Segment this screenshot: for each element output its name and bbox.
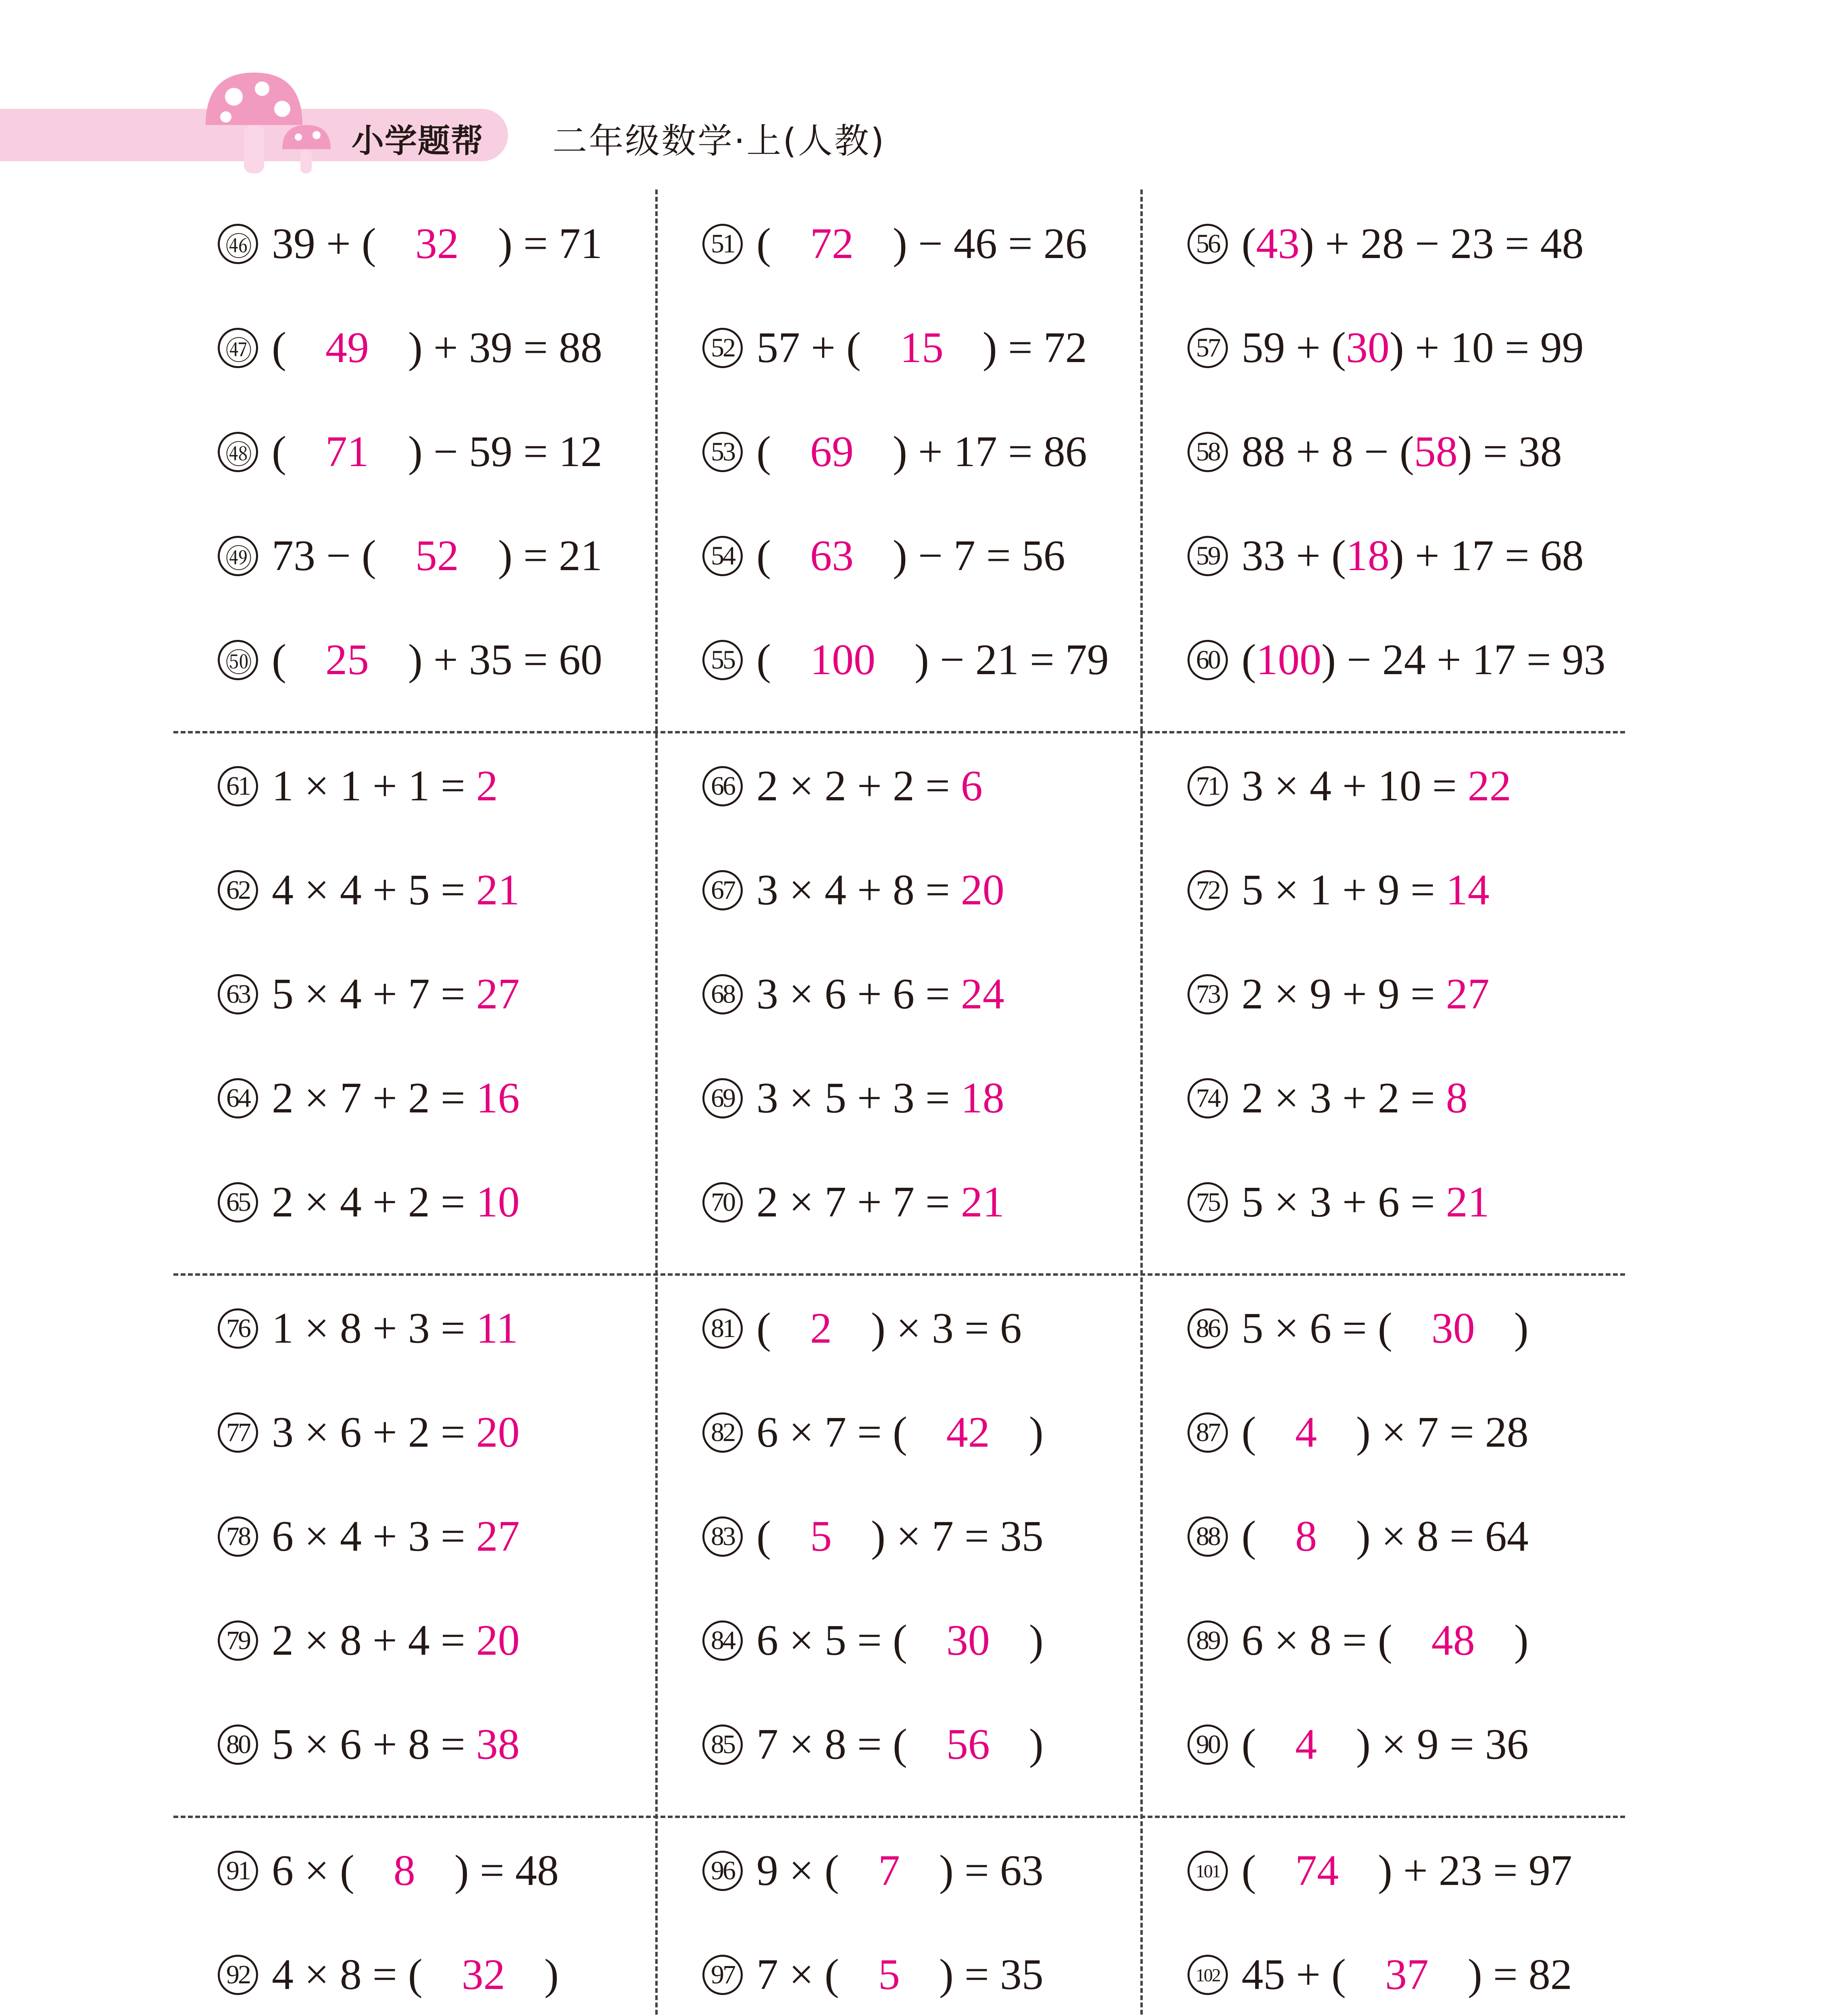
item-prefix: 9 × ( bbox=[756, 1847, 850, 1895]
item-suffix: ) + 17 = 68 bbox=[1389, 532, 1584, 580]
item-suffix: ) − 7 = 56 bbox=[881, 532, 1065, 580]
item-prefix: 5 × 3 + 6 = bbox=[1242, 1178, 1446, 1226]
item-answer: 18 bbox=[961, 1074, 1004, 1122]
item-suffix: ) − 24 + 17 = 93 bbox=[1321, 636, 1606, 684]
item-prefix: ( bbox=[1242, 1847, 1267, 1895]
item-answer: 32 bbox=[461, 1951, 505, 1999]
item-suffix: ) − 21 = 79 bbox=[903, 636, 1109, 684]
item-prefix: 4 × 4 + 5 = bbox=[272, 866, 476, 914]
item-prefix: 6 × 5 = ( bbox=[756, 1616, 918, 1664]
item-answer: 11 bbox=[476, 1304, 518, 1352]
item-prefix: ( bbox=[1242, 1720, 1267, 1768]
item-answer: 16 bbox=[476, 1074, 520, 1122]
item-number: 73 bbox=[1188, 974, 1228, 1014]
item-prefix: 3 × 6 + 2 = bbox=[272, 1408, 476, 1456]
item-answer: 72 bbox=[810, 220, 854, 268]
item-suffix: ) + 10 = 99 bbox=[1389, 324, 1584, 372]
exercise-item bbox=[1188, 1502, 1529, 1571]
item-prefix: 2 × 9 + 9 = bbox=[1242, 970, 1446, 1018]
section-divider bbox=[173, 1816, 1625, 1818]
item-number: 59 bbox=[1188, 536, 1228, 576]
exercise-item bbox=[702, 752, 983, 821]
item-answer: 21 bbox=[476, 866, 520, 914]
item-answer: 74 bbox=[1295, 1847, 1339, 1895]
item-suffix: ) × 8 = 64 bbox=[1345, 1512, 1529, 1560]
section-divider bbox=[173, 731, 1625, 733]
item-prefix: 39 + ( bbox=[272, 220, 387, 268]
item-answer: 20 bbox=[476, 1616, 520, 1664]
column-divider bbox=[655, 190, 658, 2016]
item-answer: 7 bbox=[878, 1847, 900, 1895]
item-answer: 20 bbox=[476, 1408, 520, 1456]
item-answer: 27 bbox=[476, 970, 520, 1018]
item-prefix: 6 × 4 + 3 = bbox=[272, 1512, 476, 1560]
item-prefix: 3 × 4 + 8 = bbox=[756, 866, 961, 914]
item-prefix: 57 + ( bbox=[756, 324, 872, 372]
mushroom-logo-icon bbox=[198, 65, 343, 185]
item-suffix: ) × 7 = 35 bbox=[860, 1512, 1044, 1560]
brand-name: 小学题帮 bbox=[352, 122, 484, 160]
exercise-item bbox=[218, 1710, 520, 1779]
item-answer: 27 bbox=[1446, 970, 1490, 1018]
item-number: 64 bbox=[218, 1078, 258, 1118]
item-answer: 71 bbox=[325, 428, 369, 476]
item-prefix: 7 × ( bbox=[756, 1951, 850, 1999]
item-answer: 2 bbox=[810, 1304, 832, 1352]
item-answer: 14 bbox=[1446, 866, 1490, 914]
item-suffix: ) × 7 = 28 bbox=[1345, 1408, 1529, 1456]
item-suffix: ) = 72 bbox=[971, 324, 1087, 372]
item-answer: 63 bbox=[810, 532, 854, 580]
item-suffix: ) = 38 bbox=[1457, 428, 1562, 476]
item-answer: 8 bbox=[393, 1847, 415, 1895]
exercise-item bbox=[702, 314, 1087, 382]
exercise-item bbox=[1188, 1941, 1572, 2009]
section-divider bbox=[173, 1273, 1625, 1276]
item-answer: 22 bbox=[1467, 762, 1511, 810]
item-answer: 37 bbox=[1385, 1951, 1429, 1999]
item-prefix: 6 × 7 = ( bbox=[756, 1408, 918, 1456]
exercise-item bbox=[218, 1064, 520, 1133]
item-number: 61 bbox=[218, 766, 258, 806]
item-prefix: 59 + ( bbox=[1242, 324, 1346, 372]
item-number: ㊻ bbox=[218, 224, 258, 264]
exercise-item bbox=[218, 752, 498, 821]
item-number: 52 bbox=[702, 328, 743, 368]
item-number: 72 bbox=[1188, 870, 1228, 910]
item-prefix: 6 × 8 = ( bbox=[1242, 1616, 1403, 1664]
exercise-item bbox=[1188, 314, 1584, 382]
item-prefix: 6 × ( bbox=[272, 1847, 365, 1895]
item-number: 69 bbox=[702, 1078, 743, 1118]
item-prefix: 2 × 4 + 2 = bbox=[272, 1178, 476, 1226]
item-answer: 30 bbox=[946, 1616, 990, 1664]
exercise-item bbox=[1188, 856, 1490, 925]
item-suffix: ) + 39 = 88 bbox=[397, 324, 602, 372]
item-prefix: 2 × 2 + 2 = bbox=[756, 762, 961, 810]
item-number: 76 bbox=[218, 1308, 258, 1349]
item-answer: 100 bbox=[1256, 636, 1321, 684]
item-number: 83 bbox=[702, 1516, 743, 1557]
exercise-item bbox=[702, 418, 1087, 486]
item-number: 62 bbox=[218, 870, 258, 910]
exercise-item bbox=[702, 1502, 1044, 1571]
item-prefix: 5 × 4 + 7 = bbox=[272, 970, 476, 1018]
exercise-item bbox=[218, 314, 602, 382]
item-prefix: ( bbox=[756, 428, 782, 476]
item-prefix: ( bbox=[1242, 1408, 1267, 1456]
exercise-item bbox=[1188, 210, 1584, 278]
item-answer: 27 bbox=[476, 1512, 520, 1560]
item-answer: 6 bbox=[961, 762, 983, 810]
exercise-item bbox=[1188, 1294, 1529, 1363]
item-number: 97 bbox=[702, 1955, 743, 1995]
exercise-item bbox=[702, 1064, 1004, 1133]
item-suffix: ) + 23 = 97 bbox=[1367, 1847, 1572, 1895]
item-number: ㊼ bbox=[218, 328, 258, 368]
item-number: 80 bbox=[218, 1724, 258, 1765]
item-number: 81 bbox=[702, 1308, 743, 1349]
exercise-item bbox=[218, 856, 520, 925]
exercise-item bbox=[218, 960, 520, 1029]
exercise-item bbox=[1188, 960, 1490, 1029]
item-number: ㊿ bbox=[218, 640, 258, 680]
item-prefix: 5 × 1 + 9 = bbox=[1242, 866, 1446, 914]
item-answer: 49 bbox=[325, 324, 369, 372]
item-number: 60 bbox=[1188, 640, 1228, 680]
exercise-item bbox=[1188, 1837, 1572, 1905]
item-suffix: ) = 63 bbox=[928, 1847, 1044, 1895]
exercise-item bbox=[1188, 626, 1606, 694]
exercise-item bbox=[702, 856, 1004, 925]
exercise-item bbox=[702, 1837, 1044, 1905]
exercise-item bbox=[218, 1398, 520, 1467]
item-prefix: 88 + 8 − ( bbox=[1242, 428, 1414, 476]
item-number: 78 bbox=[218, 1516, 258, 1557]
item-prefix: ( bbox=[756, 1512, 782, 1560]
item-number: 90 bbox=[1188, 1724, 1228, 1765]
exercise-item bbox=[218, 1294, 518, 1363]
exercise-item bbox=[702, 1941, 1044, 2009]
item-prefix: 73 − ( bbox=[272, 532, 387, 580]
item-number: 54 bbox=[702, 536, 743, 576]
exercise-item bbox=[702, 1398, 1044, 1467]
item-number: 65 bbox=[218, 1182, 258, 1223]
item-answer: 48 bbox=[1431, 1616, 1475, 1664]
exercise-item bbox=[702, 1710, 1044, 1779]
item-suffix: ) = 82 bbox=[1456, 1951, 1572, 1999]
exercise-item bbox=[218, 1502, 520, 1571]
item-prefix: ( bbox=[272, 636, 297, 684]
item-suffix: ) = 48 bbox=[443, 1847, 559, 1895]
item-prefix: 1 × 8 + 3 = bbox=[272, 1304, 476, 1352]
item-prefix: 2 × 7 + 7 = bbox=[756, 1178, 961, 1226]
item-suffix: ) + 28 − 23 = 48 bbox=[1299, 220, 1584, 268]
item-suffix: ) = 21 bbox=[487, 532, 602, 580]
item-number: 67 bbox=[702, 870, 743, 910]
item-number: 56 bbox=[1188, 224, 1228, 264]
item-answer: 10 bbox=[476, 1178, 520, 1226]
exercise-item bbox=[218, 1837, 559, 1905]
item-prefix: ( bbox=[756, 1304, 782, 1352]
item-number: 57 bbox=[1188, 328, 1228, 368]
item-prefix: 5 × 6 + 8 = bbox=[272, 1720, 476, 1768]
exercise-item bbox=[1188, 522, 1584, 590]
item-answer: 56 bbox=[946, 1720, 990, 1768]
item-answer: 8 bbox=[1295, 1512, 1317, 1560]
exercise-item bbox=[702, 210, 1087, 278]
item-suffix: ) bbox=[1503, 1616, 1529, 1664]
item-number: 89 bbox=[1188, 1620, 1228, 1661]
exercise-item bbox=[218, 210, 602, 278]
item-answer: 43 bbox=[1256, 220, 1300, 268]
item-number: 58 bbox=[1188, 432, 1228, 472]
item-suffix: ) bbox=[1018, 1616, 1044, 1664]
item-answer: 30 bbox=[1431, 1304, 1475, 1352]
item-number: 68 bbox=[702, 974, 743, 1014]
item-answer: 2 bbox=[476, 762, 498, 810]
item-number: 101 bbox=[1188, 1851, 1228, 1891]
item-prefix: 5 × 6 = ( bbox=[1242, 1304, 1403, 1352]
item-prefix: 7 × 8 = ( bbox=[756, 1720, 918, 1768]
exercise-item bbox=[702, 960, 1004, 1029]
item-number: 86 bbox=[1188, 1308, 1228, 1349]
item-number: 92 bbox=[218, 1955, 258, 1995]
item-number: 91 bbox=[218, 1851, 258, 1891]
item-suffix: ) × 9 = 36 bbox=[1345, 1720, 1529, 1768]
item-answer: 20 bbox=[961, 866, 1004, 914]
exercise-item bbox=[702, 1606, 1044, 1675]
item-number: 71 bbox=[1188, 766, 1228, 806]
item-prefix: 3 × 6 + 6 = bbox=[756, 970, 961, 1018]
item-number: 102 bbox=[1188, 1955, 1228, 1995]
item-prefix: 2 × 7 + 2 = bbox=[272, 1074, 476, 1122]
item-suffix: ) − 59 = 12 bbox=[397, 428, 602, 476]
item-number: 84 bbox=[702, 1620, 743, 1661]
item-prefix: ( bbox=[1242, 636, 1256, 684]
item-answer: 4 bbox=[1295, 1408, 1317, 1456]
item-prefix: ( bbox=[1242, 1512, 1267, 1560]
exercise-item bbox=[1188, 1606, 1529, 1675]
item-suffix: ) bbox=[533, 1951, 559, 1999]
item-prefix: ( bbox=[272, 324, 297, 372]
item-suffix: ) + 17 = 86 bbox=[881, 428, 1087, 476]
item-suffix: ) − 46 = 26 bbox=[881, 220, 1087, 268]
exercise-item bbox=[1188, 418, 1562, 486]
item-number: 88 bbox=[1188, 1516, 1228, 1557]
item-number: 79 bbox=[218, 1620, 258, 1661]
exercise-item bbox=[702, 522, 1065, 590]
item-number: ㊽ bbox=[218, 432, 258, 472]
exercise-item bbox=[702, 1168, 1004, 1237]
item-answer: 21 bbox=[1446, 1178, 1490, 1226]
exercise-item bbox=[1188, 1398, 1529, 1467]
item-number: 55 bbox=[702, 640, 743, 680]
item-prefix: 1 × 1 + 1 = bbox=[272, 762, 476, 810]
exercise-item bbox=[1188, 1710, 1529, 1779]
item-prefix: 3 × 5 + 3 = bbox=[756, 1074, 961, 1122]
item-prefix: ( bbox=[756, 532, 782, 580]
item-prefix: ( bbox=[272, 428, 297, 476]
item-number: 85 bbox=[702, 1724, 743, 1765]
item-suffix: ) bbox=[1018, 1408, 1044, 1456]
column-divider bbox=[1140, 190, 1143, 2016]
item-number: 77 bbox=[218, 1412, 258, 1453]
item-prefix: 2 × 8 + 4 = bbox=[272, 1616, 476, 1664]
exercise-item bbox=[702, 1294, 1022, 1363]
item-answer: 30 bbox=[1346, 324, 1390, 372]
item-prefix: 2 × 3 + 2 = bbox=[1242, 1074, 1446, 1122]
item-answer: 52 bbox=[415, 532, 459, 580]
item-number: ㊾ bbox=[218, 536, 258, 576]
item-prefix: 45 + ( bbox=[1242, 1951, 1357, 1999]
item-answer: 24 bbox=[961, 970, 1004, 1018]
item-number: 51 bbox=[702, 224, 743, 264]
item-answer: 5 bbox=[810, 1512, 832, 1560]
item-answer: 15 bbox=[900, 324, 944, 372]
item-suffix: ) = 35 bbox=[928, 1951, 1044, 1999]
item-answer: 18 bbox=[1346, 532, 1390, 580]
item-answer: 25 bbox=[325, 636, 369, 684]
item-prefix: ( bbox=[756, 636, 782, 684]
item-number: 74 bbox=[1188, 1078, 1228, 1118]
exercise-item bbox=[218, 1941, 559, 2009]
item-number: 53 bbox=[702, 432, 743, 472]
book-title: 二年级数学·上(人教) bbox=[552, 121, 886, 161]
item-prefix: 4 × 8 = ( bbox=[272, 1951, 433, 1999]
item-suffix: ) bbox=[1018, 1720, 1044, 1768]
item-answer: 8 bbox=[1446, 1074, 1468, 1122]
exercise-item bbox=[218, 1606, 520, 1675]
item-answer: 4 bbox=[1295, 1720, 1317, 1768]
item-number: 82 bbox=[702, 1412, 743, 1453]
exercise-item bbox=[702, 626, 1109, 694]
item-number: 66 bbox=[702, 766, 743, 806]
item-prefix: ( bbox=[1242, 220, 1256, 268]
item-suffix: ) + 35 = 60 bbox=[397, 636, 602, 684]
item-answer: 21 bbox=[961, 1178, 1004, 1226]
item-prefix: 33 + ( bbox=[1242, 532, 1346, 580]
item-suffix: ) × 3 = 6 bbox=[860, 1304, 1022, 1352]
item-answer: 42 bbox=[946, 1408, 990, 1456]
exercise-item bbox=[1188, 752, 1511, 821]
item-prefix: 3 × 4 + 10 = bbox=[1242, 762, 1468, 810]
exercise-item bbox=[218, 522, 602, 590]
exercise-item bbox=[218, 1168, 520, 1237]
exercise-item bbox=[1188, 1064, 1468, 1133]
exercise-item bbox=[218, 626, 602, 694]
item-answer: 58 bbox=[1414, 428, 1458, 476]
item-number: 63 bbox=[218, 974, 258, 1014]
item-answer: 100 bbox=[810, 636, 875, 684]
item-number: 70 bbox=[702, 1182, 743, 1223]
item-answer: 5 bbox=[878, 1951, 900, 1999]
item-number: 75 bbox=[1188, 1182, 1228, 1223]
item-suffix: ) bbox=[1503, 1304, 1529, 1352]
exercise-item bbox=[218, 418, 602, 486]
item-number: 96 bbox=[702, 1851, 743, 1891]
item-suffix: ) = 71 bbox=[487, 220, 602, 268]
exercise-item bbox=[1188, 1168, 1490, 1237]
item-answer: 38 bbox=[476, 1720, 520, 1768]
item-answer: 69 bbox=[810, 428, 854, 476]
item-prefix: ( bbox=[756, 220, 782, 268]
item-answer: 32 bbox=[415, 220, 459, 268]
item-number: 87 bbox=[1188, 1412, 1228, 1453]
